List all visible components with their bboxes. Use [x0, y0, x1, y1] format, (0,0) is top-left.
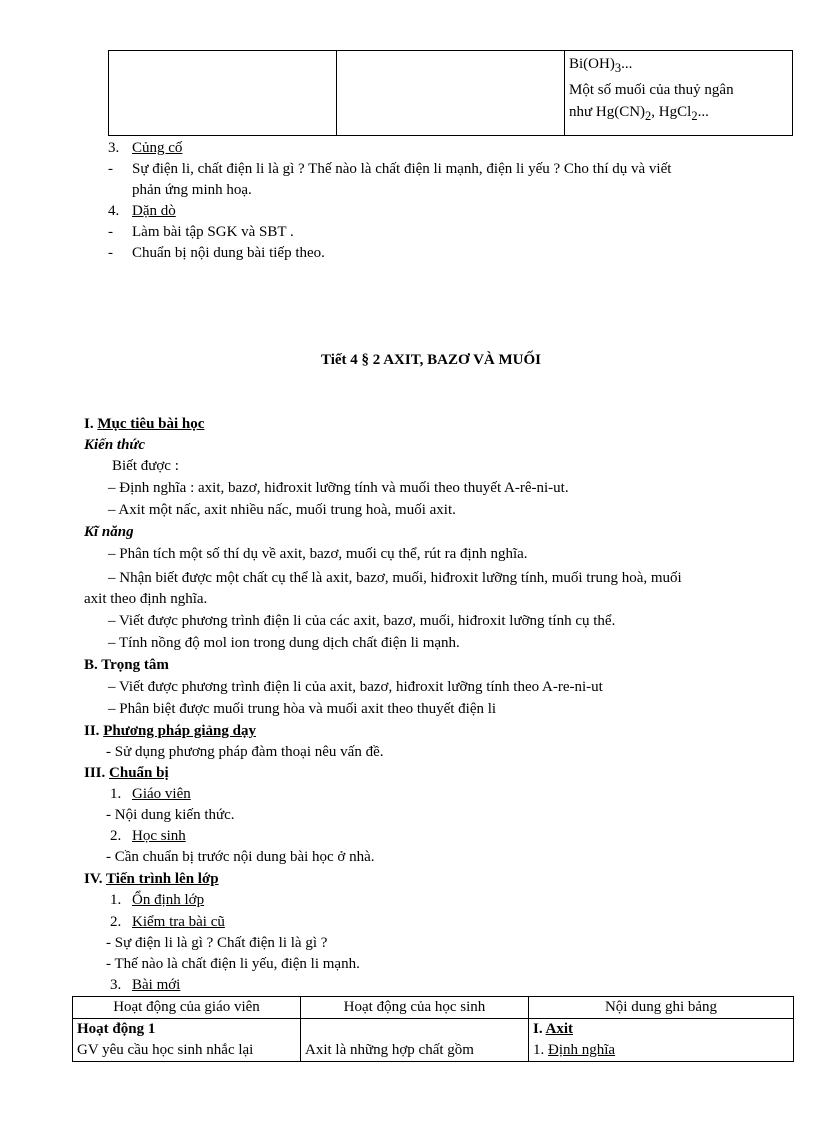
subscript: 2 — [645, 109, 652, 123]
dan-do-heading — [132, 201, 176, 222]
formula-hgcl: HgCl — [658, 104, 692, 120]
subscript: 3 — [614, 61, 622, 75]
subscript: 2 — [691, 109, 698, 123]
section-3-heading — [84, 763, 169, 784]
step-3-title: Bài mới — [132, 977, 181, 993]
ellipsis: ... — [697, 104, 709, 120]
ellipsis: ... — [621, 56, 633, 72]
cung-co-heading — [132, 138, 182, 159]
question-2: - Thế nào là chất điện li yếu, điện li mạnh. — [106, 956, 360, 972]
ki-nang-heading: Kĩ năng — [84, 524, 134, 540]
biet-duoc-text: Biết được : — [112, 458, 179, 474]
activity-table — [72, 996, 794, 1062]
step-1-heading — [132, 890, 204, 911]
section-1-heading — [84, 414, 204, 435]
content-cell — [529, 1019, 794, 1062]
ki-nang-item-4: – Tính nồng độ mol ion trong dung dịch chất điện li mạnh. — [108, 635, 460, 651]
section-2-heading — [84, 721, 256, 742]
mercury-salts-text: Một số muối của thuỷ ngân — [569, 82, 734, 98]
step-2-number: 2. — [110, 914, 122, 930]
hoc-sinh-number: 2. — [110, 828, 122, 844]
axit-prefix: I. — [533, 1021, 546, 1037]
section-2-title: Phương pháp giảng dạy — [103, 723, 256, 739]
dash-marker: - — [108, 224, 113, 240]
step-1-number: 1. — [110, 892, 122, 908]
section-2-prefix: II. — [84, 723, 104, 739]
teacher-text: GV yêu cầu học sinh nhắc lại — [77, 1042, 254, 1058]
hoc-sinh-item: - Cần chuẩn bị trước nội dung bài học ở nhà. — [106, 849, 375, 865]
cung-co-line-2: phản ứng minh hoạ. — [132, 182, 252, 198]
header-content: Nội dung ghi bảng — [529, 997, 794, 1019]
cung-co-number: 3. — [108, 140, 120, 156]
dash-marker: - — [108, 245, 113, 261]
lesson-title: Tiết 4 § 2 AXIT, BAZƠ VÀ MUỐI — [320, 352, 542, 368]
student-cell — [301, 1019, 529, 1062]
table-row — [73, 1019, 794, 1062]
header-student: Hoạt động của học sinh — [301, 997, 529, 1019]
top-table-cell-1 — [109, 51, 337, 136]
step-1-title: Ổn định lớp — [132, 892, 205, 908]
top-table — [108, 50, 793, 136]
formula-bi-oh: Bi(OH) — [569, 56, 615, 72]
trong-tam-item-2: – Phân biệt được muối trung hòa và muối axit theo thuyết điện li — [108, 701, 497, 717]
cung-co-title: Củng cố — [132, 140, 183, 156]
step-2-title: Kiểm tra bài cũ — [132, 914, 225, 930]
kien-thuc-item-2: – Axit một nấc, axit nhiều nấc, muối trung hoà, muối axit. — [108, 502, 456, 518]
giao-vien-heading — [132, 784, 191, 805]
kien-thuc-item-1: – Định nghĩa : axit, bazơ, hiđroxit lưỡng tính và muối theo thuyết A-rê-ni-ut. — [108, 480, 569, 496]
giao-vien-title: Giáo viên — [132, 786, 191, 802]
table-header-row — [73, 997, 794, 1019]
step-3-heading — [132, 975, 180, 996]
dash-marker: - — [108, 161, 113, 177]
section-4-heading — [84, 869, 219, 890]
top-table-cell-2 — [337, 51, 565, 136]
teacher-cell — [73, 1019, 301, 1062]
dinh-nghia-prefix: 1. — [533, 1042, 548, 1058]
trong-tam-heading: B. Trọng tâm — [84, 657, 169, 673]
giao-vien-number: 1. — [110, 786, 122, 802]
trong-tam-item-1: – Viết được phương trình điện li của axit, bazơ, hiđroxit lưỡng tính theo A-re-ni-ut — [108, 679, 603, 695]
ki-nang-item-3: – Viết được phương trình điện li của các axit, bazơ, muối, hiđroxit lưỡng tính cụ thể. — [108, 613, 616, 629]
ki-nang-item-1: – Phân tích một số thí dụ về axit, bazơ, muối cụ thể, rút ra định nghĩa. — [108, 546, 528, 562]
dinh-nghia-title: Định nghĩa — [548, 1042, 616, 1058]
kien-thuc-heading: Kiến thức — [84, 437, 146, 453]
cung-co-line-1: Sự điện li, chất điện li là gì ? Thế nào là chất điện li mạnh, điện li yếu ? Cho thí dụ và viết — [132, 161, 672, 177]
step-2-heading — [132, 912, 225, 933]
section-1-prefix: I. — [84, 416, 98, 432]
question-1: - Sự điện li là gì ? Chất điện li là gì ? — [106, 935, 328, 951]
hoc-sinh-title: Học sinh — [132, 828, 186, 844]
section-3-prefix: III. — [84, 765, 110, 781]
student-text: Axit là những hợp chất gồm — [305, 1042, 474, 1058]
axit-heading — [533, 1019, 789, 1040]
section-4-prefix: IV. — [84, 871, 106, 887]
giao-vien-item: - Nội dung kiến thức. — [106, 807, 235, 823]
ki-nang-item-2b: axit theo định nghĩa. — [84, 591, 208, 607]
dan-do-number: 4. — [108, 203, 120, 219]
section-1-title: Mục tiêu bài học — [97, 416, 205, 432]
section-2-item: - Sử dụng phương pháp đàm thoại nêu vấn đề. — [106, 744, 384, 760]
section-3-title: Chuẩn bị — [109, 765, 169, 781]
top-table-cell-3 — [565, 51, 793, 136]
dan-do-title: Dặn dò — [132, 203, 176, 219]
separator: , — [651, 104, 659, 120]
dan-do-item-1: Làm bài tập SGK và SBT . — [132, 224, 294, 240]
formula-hg-cn: như Hg(CN) — [569, 104, 646, 120]
step-3-number: 3. — [110, 977, 122, 993]
ki-nang-item-2a: – Nhận biết được một chất cụ thể là axit, bazơ, muối, hiđroxit lưỡng tính, muối trung hoà, muối — [108, 570, 682, 586]
dinh-nghia-heading — [533, 1040, 789, 1061]
dan-do-item-2: Chuẩn bị nội dung bài tiếp theo. — [132, 245, 325, 261]
activity-1-label: Hoạt động 1 — [77, 1021, 156, 1037]
hoc-sinh-heading — [132, 826, 186, 847]
section-4-title: Tiến trình lên lớp — [105, 871, 219, 887]
header-teacher: Hoạt động của giáo viên — [73, 997, 301, 1019]
axit-title: Axit — [545, 1021, 574, 1037]
